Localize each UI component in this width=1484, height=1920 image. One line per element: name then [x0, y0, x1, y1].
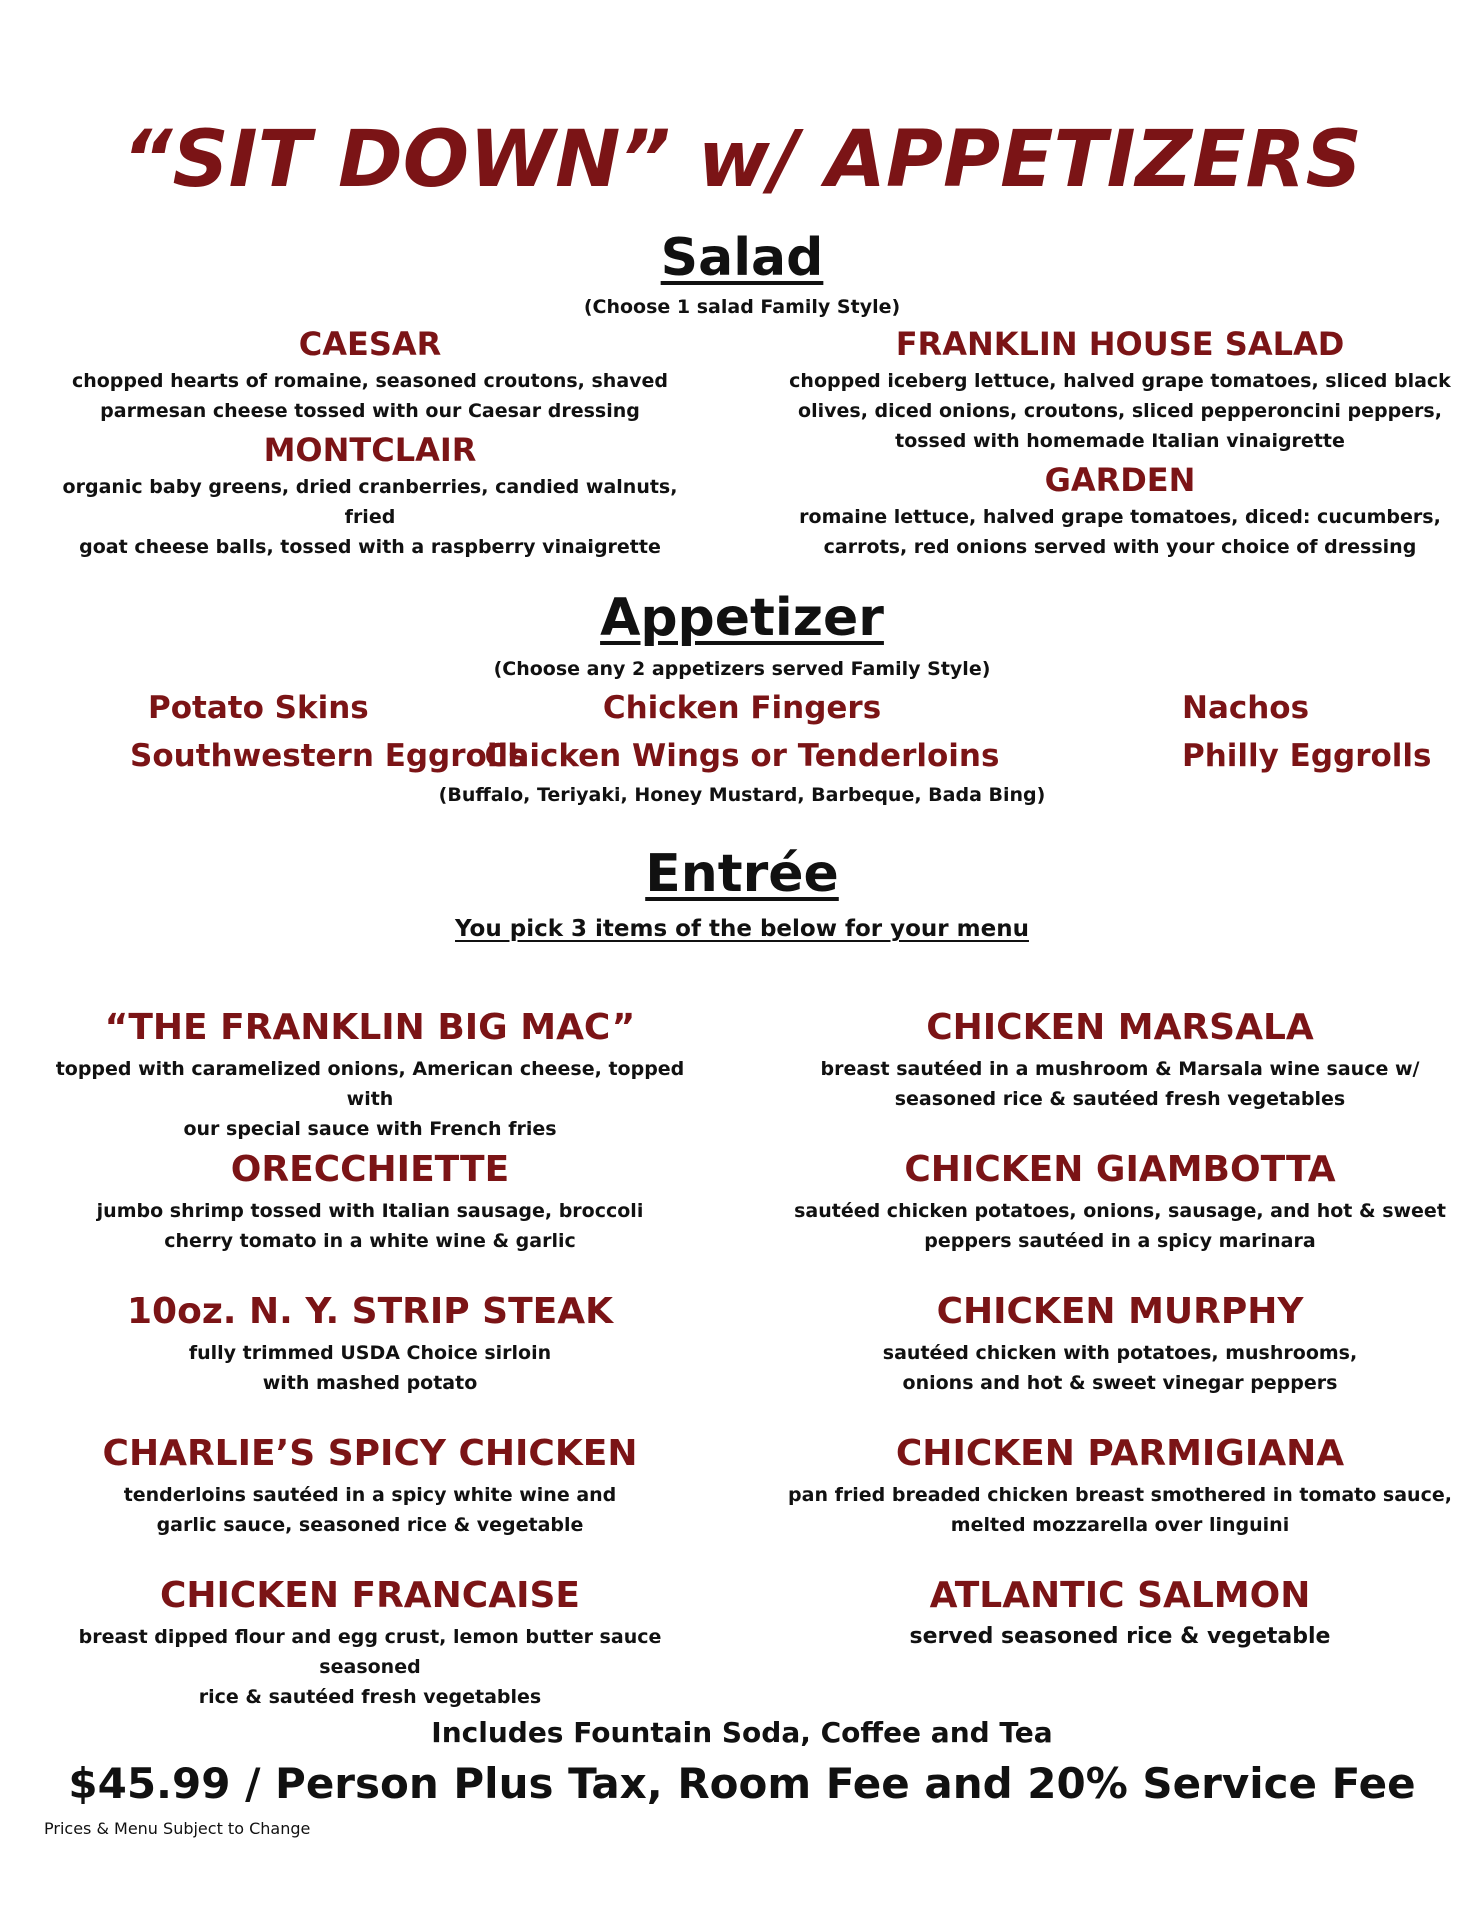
salad-item-caesar — [40, 324, 700, 426]
entree-item-desc: sautéed chicken with potatoes, mushrooms, onions and hot & sweet vinegar peppers — [882, 1342, 1358, 1394]
entree-item-desc: topped with caramelized onions, American cheese, topped with our special sauce with French fries — [55, 1058, 685, 1140]
entree-item-desc: served seasoned rice & vegetable — [909, 1624, 1331, 1649]
entree-item-franklin-big-mac — [30, 1006, 710, 1144]
entree-item-orecchiette — [30, 1148, 710, 1256]
entree-item-chicken-murphy — [780, 1290, 1460, 1398]
entree-item-name: CHICKEN MURPHY — [936, 1291, 1304, 1332]
entree-item-desc: breast dipped flour and egg crust, lemon butter sauce seasoned rice & sautéed fresh vegetables — [78, 1626, 662, 1708]
salad-item-name: MONTCLAIR — [263, 431, 477, 469]
footer-note: Prices & Menu Subject to Change — [44, 1819, 311, 1838]
salad-item-desc: chopped hearts of romaine, seasoned croutons, shaved parmesan cheese tossed with our Caesar dressing — [71, 370, 669, 422]
salad-item-montclair — [40, 430, 700, 562]
includes-note: Includes Fountain Soda, Coffee and Tea — [431, 1716, 1053, 1749]
salad-heading: Salad — [660, 228, 824, 288]
salad-item-name: FRANKLIN HOUSE SALAD — [895, 325, 1345, 363]
salad-item-garden — [780, 460, 1460, 562]
entree-heading: Entrée — [645, 844, 839, 904]
entree-item-desc: pan fried breaded chicken breast smothered in tomato sauce, melted mozzarella over linguini — [788, 1484, 1452, 1536]
entree-item-name: CHICKEN GIAMBOTTA — [904, 1149, 1336, 1190]
entree-item-atlantic-salmon — [780, 1574, 1460, 1652]
entree-item-chicken-giambotta — [780, 1148, 1460, 1256]
entree-item-name: CHICKEN MARSALA — [926, 1007, 1314, 1048]
appetizer-item-chicken-wings: Chicken Wings or Tenderloins — [484, 738, 1000, 774]
entree-item-strip-steak — [30, 1290, 710, 1398]
page-title: “SIT DOWN” w/ APPETIZERS — [122, 115, 1362, 205]
entree-item-name: CHARLIE’S SPICY CHICKEN — [102, 1433, 638, 1474]
entree-item-chicken-marsala — [780, 1006, 1460, 1114]
entree-item-name: ORECCHIETTE — [230, 1149, 510, 1190]
appetizer-item-southwestern-eggrolls: Southwestern Eggrolls — [130, 738, 527, 774]
entree-item-name: CHICKEN PARMIGIANA — [895, 1433, 1345, 1474]
appetizer-item-nachos: Nachos — [1182, 690, 1310, 726]
salad-item-desc: organic baby greens, dried cranberries, candied walnuts, fried goat cheese balls, tossed with a raspberry vinaigrette — [62, 476, 678, 558]
price-line: $45.99 / Person Plus Tax, Room Fee and 20% Service Fee — [68, 1759, 1416, 1808]
entree-note: You pick 3 items of the below for your menu — [455, 916, 1029, 942]
salad-item-franklin-house — [780, 324, 1460, 456]
entree-item-charlies-spicy-chicken — [30, 1432, 710, 1540]
salad-item-desc: chopped iceberg lettuce, halved grape tomatoes, sliced black olives, diced onions, croutons, sliced pepperoncini peppers, tossed with homemade Italian vinaigrette — [789, 370, 1451, 452]
salad-item-name: GARDEN — [1044, 461, 1196, 499]
entree-item-desc: breast sautéed in a mushroom & Marsala wine sauce w/ seasoned rice & sautéed fresh vegetables — [820, 1058, 1420, 1110]
entree-item-name: 10oz. N. Y. STRIP STEAK — [127, 1291, 613, 1332]
salad-item-name: CAESAR — [298, 325, 442, 363]
entree-item-name: CHICKEN FRANCAISE — [159, 1575, 580, 1616]
entree-item-desc: tenderloins sautéed in a spicy white wine and garlic sauce, seasoned rice & vegetable — [123, 1484, 617, 1536]
appetizer-note: (Choose any 2 appetizers served Family Style) — [493, 658, 991, 680]
entree-item-name: ATLANTIC SALMON — [929, 1575, 1311, 1616]
appetizer-item-chicken-fingers: Chicken Fingers — [602, 690, 882, 726]
appetizer-item-potato-skins: Potato Skins — [148, 690, 369, 726]
appetizer-heading: Appetizer — [600, 588, 884, 648]
salad-note: (Choose 1 salad Family Style) — [583, 296, 901, 318]
entree-item-chicken-parmigiana — [780, 1432, 1460, 1540]
appetizer-item-philly-eggrolls: Philly Eggrolls — [1182, 738, 1432, 774]
entree-item-chicken-francaise — [30, 1574, 710, 1712]
appetizer-sauce-note: (Buffalo, Teriyaki, Honey Mustard, Barbeque, Bada Bing) — [438, 784, 1046, 806]
entree-item-desc: fully trimmed USDA Choice sirloin with mashed potato — [188, 1342, 552, 1394]
entree-item-name: “THE FRANKLIN BIG MAC” — [104, 1007, 636, 1048]
entree-item-desc: jumbo shrimp tossed with Italian sausage, broccoli cherry tomato in a white wine & garlic — [96, 1200, 644, 1252]
salad-item-desc: romaine lettuce, halved grape tomatoes, diced: cucumbers, carrots, red onions served with your choice of dressing — [799, 506, 1441, 558]
entree-item-desc: sautéed chicken potatoes, onions, sausage, and hot & sweet peppers sautéed in a spicy marinara — [794, 1200, 1446, 1252]
